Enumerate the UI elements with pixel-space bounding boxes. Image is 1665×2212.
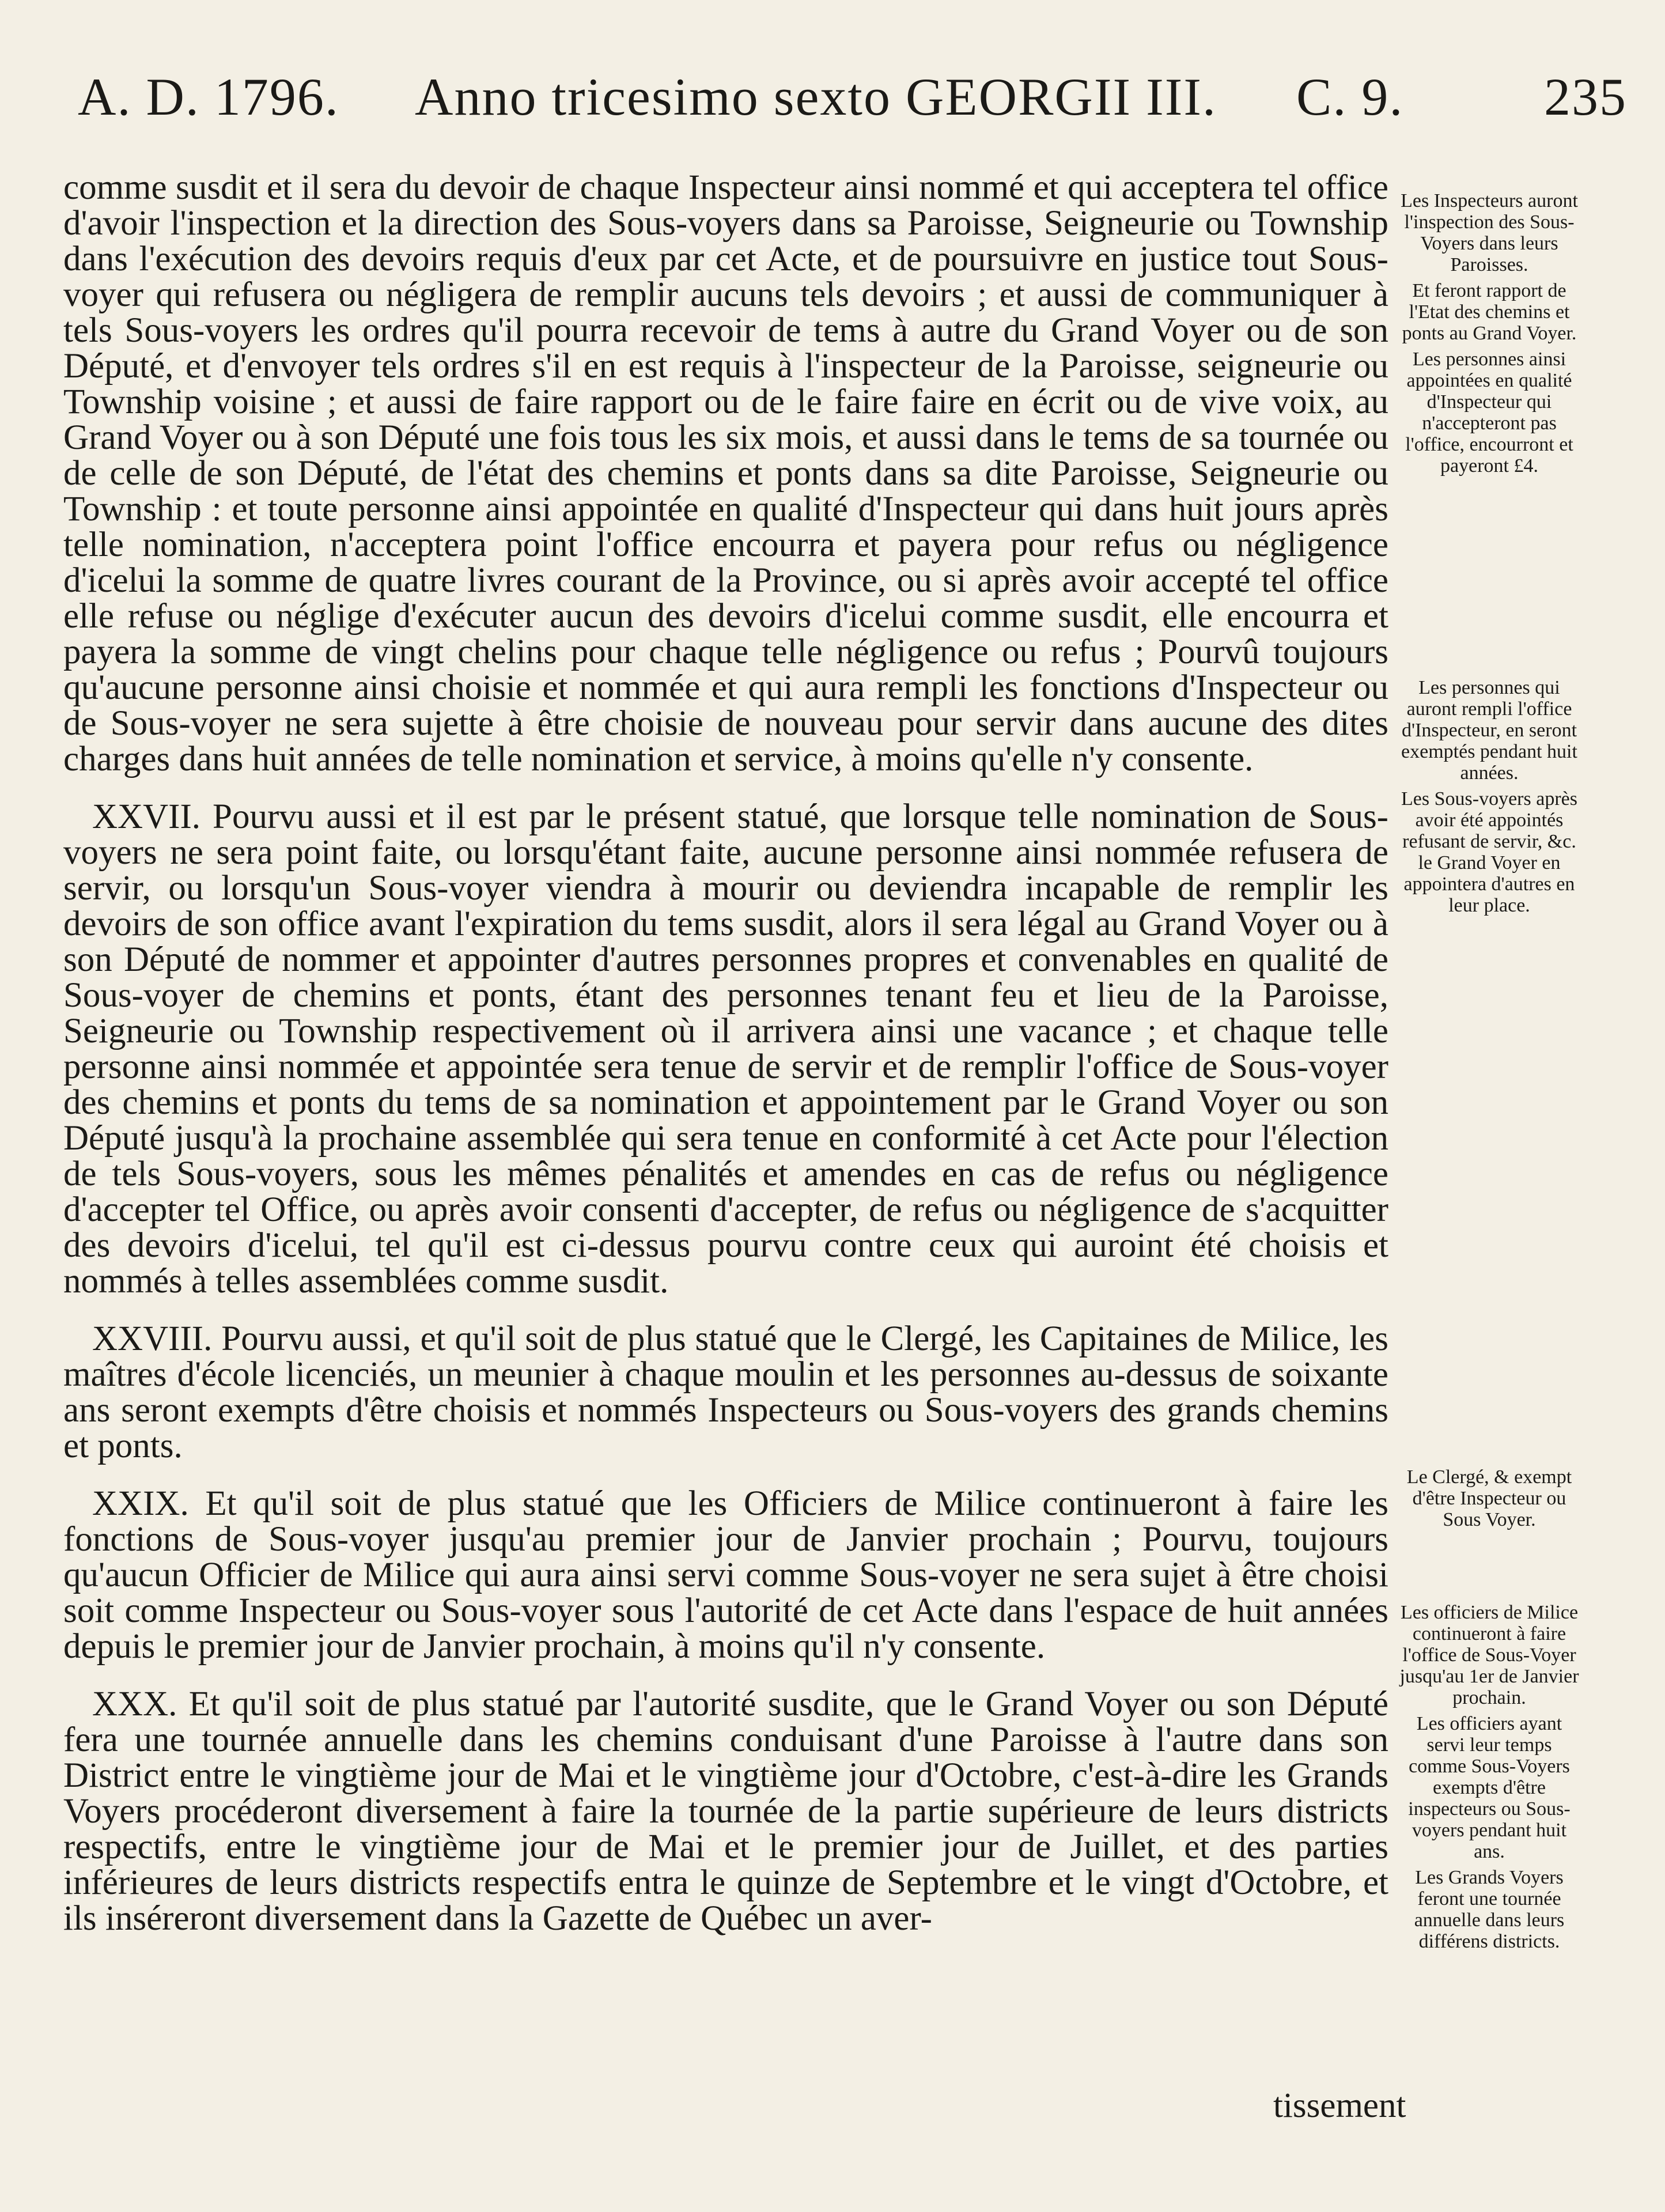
main-text xyxy=(63,170,1388,1937)
header-year: A. D. 1796. xyxy=(78,67,339,126)
section-xxx: XXX. Et qu'il soit de plus statué par l'autorité susdite, que le Grand Voyer ou son Député fera une tournée annuelle dans les chemins conduisant d'une Paroisse à l'autre dans son District entre le vingtième jour de Mai et le vingtième jour d'Octobre, c'est-à-dire les Grands Voyers procéderont diversement à faire la tournée de la partie supérieure de leurs districts respectifs, entre le vingtième jour de Mai et le premier jour de Juillet, et des parties inférieures de leurs districts respectifs entra le quinze de Septembre et le vingt d'Octobre, et ils inséreront diversement dans la Gazette de Québec un aver- xyxy=(63,1685,1388,1938)
margin-note-text: Les officiers de Milice continueront à faire l'office de Sous-Voyer jusqu'au 1er de Janvier prochain. xyxy=(1399,1602,1579,1708)
page-number: 235 xyxy=(1544,67,1627,126)
running-header xyxy=(78,66,1627,147)
margin-note-text: Et feront rapport de l'Etat des chemins et ponts au Grand Voyer. xyxy=(1402,280,1577,344)
margin-note-clerge xyxy=(1397,1466,1581,1535)
header-chapter: C. 9. xyxy=(1296,67,1404,126)
margin-note-text: Les Grands Voyers feront une tournée annuelle dans leurs différens districts. xyxy=(1414,1867,1565,1952)
section-xxvii: XXVII. Pourvu aussi et il est par le présent statué, que lorsque telle nomination de Sous-voyers ne sera point faite, ou lorsqu'étant faite, aucune personne ainsi nommée refusera de servir, ou lorsqu'un Sous-voyer viendra à mourir ou deviendra incapable de remplir les devoirs de son office avant l'expiration du tems susdit, alors il sera légal au Grand Voyer ou à son Député de nommer et appointer d'autres personnes propres et convenables en qualité de Sous-voyer de chemins et ponts, étant des personnes tenant feu et lieu de la Paroisse, Seigneurie ou Township respectivement où il arrivera ainsi une vacance ; et chaque telle personne ainsi nommée et appointée sera tenue de servir et de remplir l'office de Sous-voyer des chemins et ponts du tems de sa nomination et appointement par le Grand Voyer ou son Député jusqu'à la prochaine assemblée qui sera tenue en conformité à cet Acte pour l'élection de tels Sous-voyers, sous les mêmes pénalités et amendes en cas de refus ou négligence d'accepter tel Office, ou après avoir consenti d'accepter, de refus ou négligence de s'acquitter des devoirs d'icelui, tel qu'il est ci-dessus pourvu contre ceux qui auroint été choisis et nommés à telles assemblées comme susdit. xyxy=(63,797,1388,1300)
catchword: tissement xyxy=(1273,2086,1406,2125)
margin-note-text: Les officiers ayant servi leur temps comme Sous-Voyers exempts d'être inspecteurs ou Sous-voyers pendant huit ans. xyxy=(1408,1713,1571,1862)
margin-note-milice xyxy=(1397,1602,1581,1957)
paragraph-continued: comme susdit et il sera du devoir de chaque Inspecteur ainsi nommé et qui acceptera tel office d'avoir l'inspection et la direction des Sous-voyers dans sa Paroisse, Seigneurie ou Township dans l'exécution des devoirs requis d'eux par cet Acte, et de poursuivre en justice tout Sous-voyer qui refusera ou négligera de remplir aucuns tels devoirs ; et aussi de communiquer à tels Sous-voyers les ordres qu'il pourra recevoir de tems à autre du Grand Voyer ou de son Député, et d'envoyer tels ordres s'il en est requis à l'inspecteur de la Paroisse, seigneurie ou Township voisine ; et aussi de faire rapport ou de le faire faire en écrit ou de vive voix, au Grand Voyer ou à son Député une fois tous les six mois, et aussi dans le tems de sa tournée ou de celle de son Député, de l'état des chemins et ponts dans sa dite Paroisse, Seigneurie ou Township : et toute personne ainsi appointée en qualité d'Inspecteur qui dans huit jours après telle nomination, n'acceptera point l'office encourra et payera pour refus ou négligence d'icelui la somme de quatre livres courant de la Province, ou si après avoir accepté tel office elle refuse ou néglige d'exécuter aucun des devoirs d'icelui comme susdit, elle encourra et payera la somme de vingt chelins pour chaque telle négligence ou refus ; Pourvû toujours qu'aucune personne ainsi choisie et nommée et qui aura rempli les fonctions d'Inspecteur ou de Sous-voyer ne sera sujette à être choisie de nouveau pour servir dans aucune des dites charges dans huit années de telle nomination et service, à moins qu'elle n'y consente. xyxy=(63,168,1388,778)
margin-note-text: Les Sous-voyers après avoir été appointés refusant de servir, &c. le Grand Voyer en appointera d'autres en leur place. xyxy=(1401,788,1577,916)
section-xxix: XXIX. Et qu'il soit de plus statué que les Officiers de Milice continueront à faire les fonctions de Sous-voyer jusqu'au premier jour de Janvier prochain ; Pourvu, toujours qu'aucun Officier de Milice qui aura ainsi servi comme Sous-voyer ne sera sujet à être choisi soit comme Inspecteur ou Sous-voyer sous l'autorité de cet Acte dans l'espace de huit années depuis le premier jour de Janvier prochain, à moins qu'il n'y consente. xyxy=(63,1484,1388,1666)
margin-note-text: Le Clergé, & exempt d'être Inspecteur ou Sous Voyer. xyxy=(1406,1466,1572,1530)
header-title: Anno tricesimo sexto GEORGII III. xyxy=(415,67,1217,126)
margin-note-text: Les personnes ainsi appointées en qualité d'Inspecteur qui n'accepteront pas l'office, encourront et payeront £4. xyxy=(1405,349,1573,477)
margin-note-text: Les personnes qui auront rempli l'office d'Inspecteur, en seront exemptés pendant huit années. xyxy=(1401,677,1577,784)
margin-note-text: Les Inspecteurs auront l'inspection des Sous-Voyers dans leurs Paroisses. xyxy=(1401,190,1578,275)
margin-note-exemptions xyxy=(1397,677,1581,921)
section-xxviii: XXVIII. Pourvu aussi, et qu'il soit de plus statué que le Clergé, les Capitaines de Milice, les maîtres d'école licenciés, un meunier à chaque moulin et les personnes au-dessus de soixante ans seront exempts d'être choisis et nommés Inspecteurs ou Sous-voyers des grands chemins et ponts. xyxy=(63,1319,1388,1465)
margin-note-inspecteurs xyxy=(1397,190,1581,481)
